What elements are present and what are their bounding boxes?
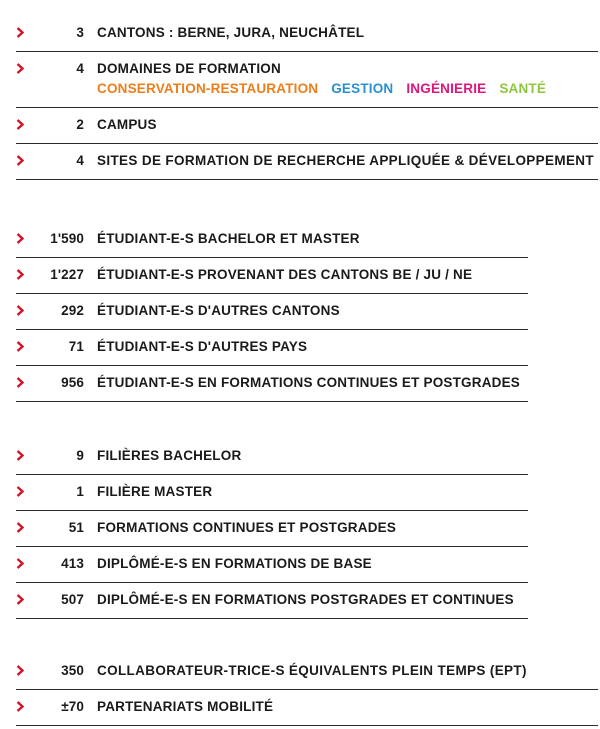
figure-label: ÉTUDIANT-E-S BACHELOR ET MASTER: [97, 231, 360, 246]
edge-decoration: [594, 663, 600, 673]
students-group: [16, 222, 528, 402]
figure-number: 1: [76, 484, 84, 499]
chevron-right-icon: [16, 448, 28, 461]
chevron-right-icon: [16, 117, 28, 130]
figure-number: 350: [61, 663, 84, 678]
figure-number: 3: [76, 25, 84, 40]
figure-number: 4: [76, 153, 84, 168]
figure-number: 71: [68, 339, 84, 354]
figure-label: DIPLÔMÉ-E-S EN FORMATIONS DE BASE: [97, 556, 372, 571]
figure-number: 4: [76, 61, 84, 76]
figure-label: CAMPUS: [97, 117, 157, 132]
chevron-right-icon: [16, 375, 28, 388]
list-item: [16, 108, 598, 144]
figure-number: 507: [61, 592, 84, 607]
figure-number: 51: [68, 520, 84, 535]
institution-facts-group: [16, 16, 598, 180]
chevron-right-icon: [16, 556, 28, 569]
domain-gestion: GESTION: [331, 81, 394, 96]
chevron-right-icon: [16, 339, 28, 352]
chevron-right-icon: [16, 267, 28, 280]
chevron-right-icon: [16, 61, 28, 74]
list-item: [16, 475, 528, 511]
chevron-right-icon: [16, 153, 28, 166]
list-item: [16, 144, 598, 180]
figure-number: 413: [61, 556, 84, 571]
list-item: [16, 366, 528, 402]
figure-label: FILIÈRES BACHELOR: [97, 448, 242, 463]
figure-label-block: [97, 61, 555, 97]
figure-label: ÉTUDIANT-E-S D'AUTRES CANTONS: [97, 303, 340, 318]
figure-label: ÉTUDIANT-E-S PROVENANT DES CANTONS BE / JU / NE: [97, 267, 473, 282]
list-item: [16, 330, 528, 366]
domain-sante: SANTÉ: [499, 81, 547, 96]
figure-label: ÉTUDIANT-E-S D'AUTRES PAYS: [97, 339, 308, 354]
figure-label: COLLABORATEUR-TRICE-S ÉQUIVALENTS PLEIN TEMPS (EPT): [97, 663, 527, 678]
domains-list: [97, 81, 555, 97]
chevron-right-icon: [16, 592, 28, 605]
staff-partnerships-group: [16, 654, 598, 726]
figure-label: DOMAINES DE FORMATION: [97, 61, 281, 76]
figure-number: 2: [76, 117, 84, 132]
figure-number: 1'590: [50, 231, 84, 246]
chevron-right-icon: [16, 484, 28, 497]
list-item: [16, 690, 598, 726]
list-item: [16, 439, 528, 475]
figure-label: SITES DE FORMATION DE RECHERCHE APPLIQUÉE & DÉVELOPPEMENT: [97, 153, 594, 168]
domain-ingenierie: INGÉNIERIE: [406, 81, 487, 96]
chevron-right-icon: [16, 231, 28, 244]
figure-label: DIPLÔMÉ-E-S EN FORMATIONS POSTGRADES ET CONTINUES: [97, 592, 514, 607]
list-item: [16, 511, 528, 547]
chevron-right-icon: [16, 520, 28, 533]
figure-number: 956: [61, 375, 84, 390]
figure-label: PARTENARIATS MOBILITÉ: [97, 699, 274, 714]
domain-conservation-restauration: CONSERVATION-RESTAURATION: [97, 81, 319, 96]
list-item: [16, 52, 598, 108]
figure-number: ±70: [61, 699, 84, 714]
figure-number: 9: [76, 448, 84, 463]
list-item: [16, 654, 598, 690]
chevron-right-icon: [16, 303, 28, 316]
programs-group: [16, 439, 528, 619]
figure-label: CANTONS : BERNE, JURA, NEUCHÂTEL: [97, 25, 365, 40]
figure-number: 1'227: [50, 267, 84, 282]
list-item: [16, 16, 598, 52]
figure-label: FILIÈRE MASTER: [97, 484, 213, 499]
list-item: [16, 222, 528, 258]
chevron-right-icon: [16, 25, 28, 38]
chevron-right-icon: [16, 663, 28, 676]
list-item: [16, 583, 528, 619]
figure-label: FORMATIONS CONTINUES ET POSTGRADES: [97, 520, 397, 535]
figure-label: ÉTUDIANT-E-S EN FORMATIONS CONTINUES ET POSTGRADES: [97, 375, 521, 390]
list-item: [16, 258, 528, 294]
chevron-right-icon: [16, 699, 28, 712]
list-item: [16, 294, 528, 330]
list-item: [16, 547, 528, 583]
figure-number: 292: [61, 303, 84, 318]
